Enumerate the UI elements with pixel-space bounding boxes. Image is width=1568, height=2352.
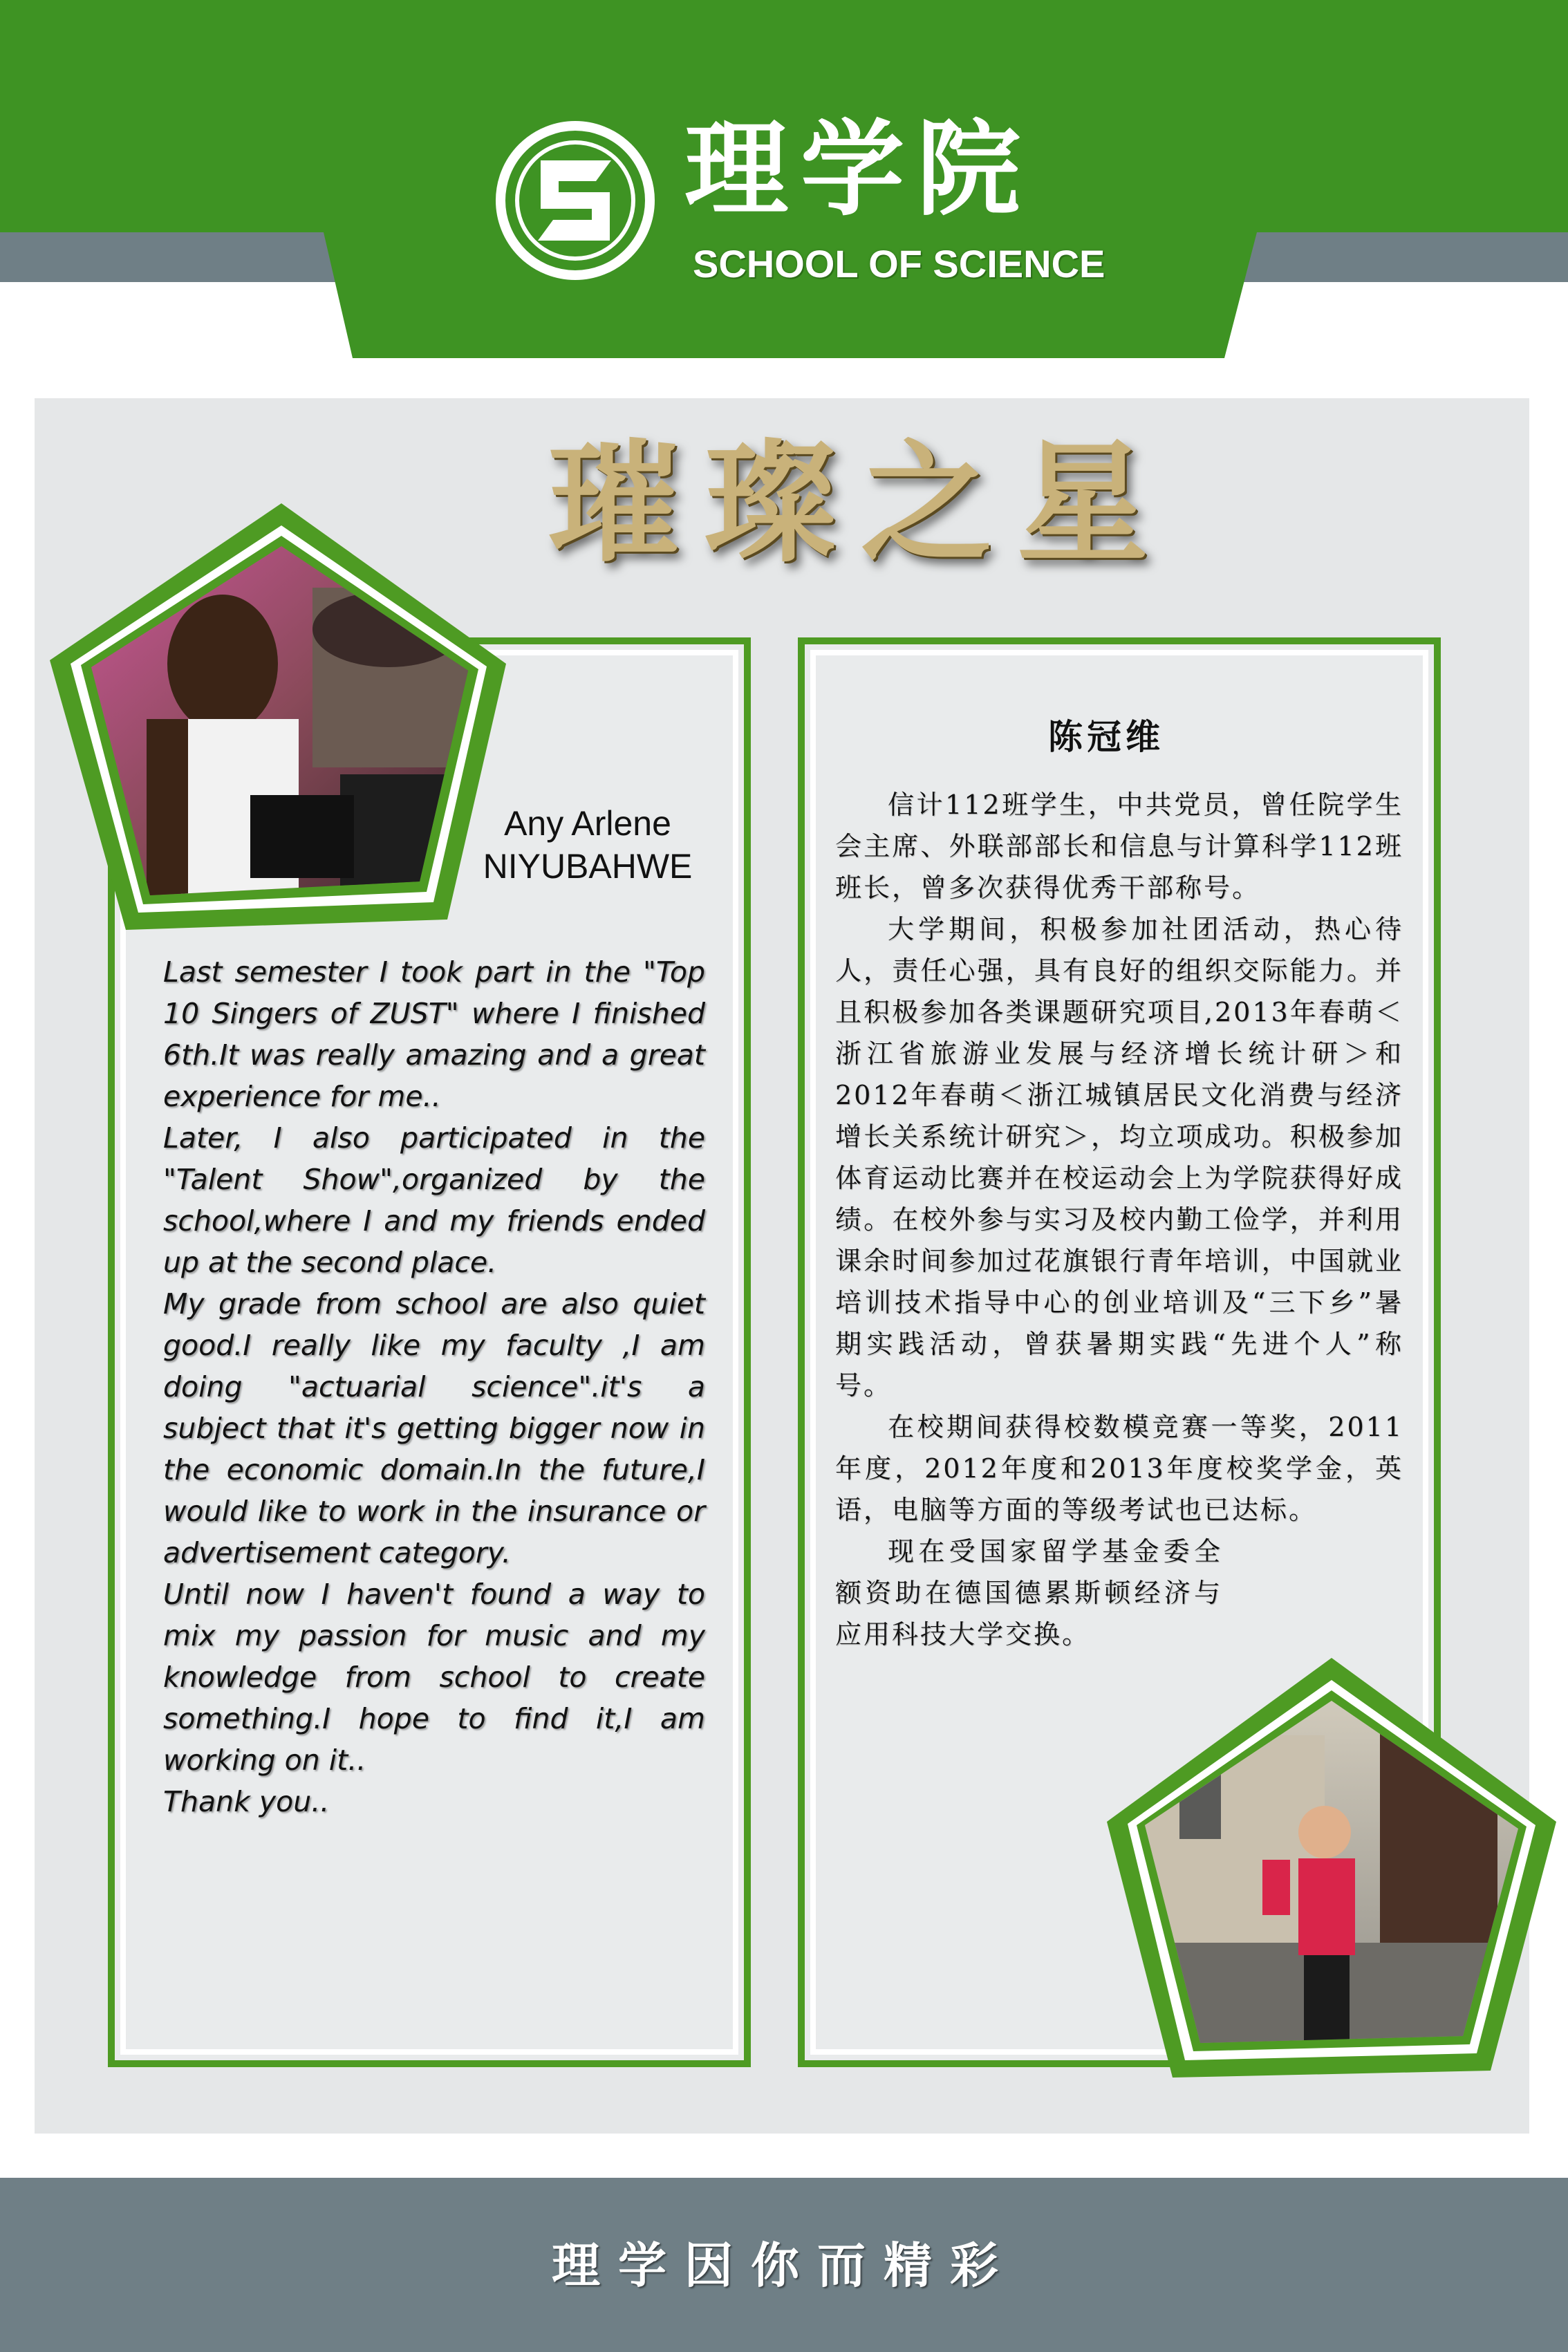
left-profile-text — [163, 951, 705, 1968]
left-paragraph: Last semester I took part in the "Top 10 Singers of ZUST" where I finished 6th.It was really amazing and a great experience for me.. — [163, 955, 705, 1113]
right-paragraph: 在校期间获得校数模竞赛一等奖，2011年度，2012年度和2013年度校奖学金，英语，电脑等方面的等级考试也已达标。 — [835, 1412, 1403, 1525]
right-paragraph: 信计112班学生，中共党员，曾任院学生会主席、外联部部长和信息与计算科学112班班长，曾多次获得优秀干部称号。 — [835, 790, 1403, 903]
school-name-chinese: 理学院 — [684, 109, 1034, 230]
student-name-chinese: 陈冠维 — [1048, 716, 1164, 757]
left-paragraph: Until now I haven't found a way to mix my passion for music and my knowledge from school to create something.I hope to find it,I am working on it.. — [163, 1578, 705, 1777]
student-last-name: NIYUBAHWE — [483, 847, 693, 886]
school-s-emblem-icon — [492, 118, 658, 283]
right-paragraph: 现在受国家留学基金委全额资助在德国德累斯顿经济与应用科技大学交换。 — [835, 1536, 1222, 1650]
student-first-name: Any Arlene — [504, 804, 671, 843]
page-title: 璀璨之星 — [548, 426, 1173, 580]
left-paragraph: Later, I also participated in the "Talent Show",organized by the school,where I and my friends ended up at the second place. — [163, 1121, 705, 1279]
left-paragraph: Thank you.. — [163, 1785, 330, 1818]
student-name-english — [442, 802, 733, 892]
right-photo-frame — [1103, 1652, 1560, 2081]
school-name-english: SCHOOL OF SCIENCE — [693, 242, 1105, 286]
left-paragraph: My grade from school are also quiet good.I really like my faculty ,I am doing "actuarial science".it's a subject that it's getting bigger now in the economic domain.In the future,I would like to work in the insurance or advertisement category. — [163, 1287, 705, 1569]
right-paragraph: 大学期间，积极参加社团活动，热心待人，责任心强，具有良好的组织交际能力。并且积极参加各类课题研究项目,2013年春萌＜浙江省旅游业发展与经济增长统计研＞和2012年春萌＜浙江城镇居民文化消费与经济增长关系统计研究＞，均立项成功。积极参加体育运动比赛并在校运动会上为学院获得好成绩。在校外参与实习及校内勤工俭学，并利用课余时间参加过花旗银行青年培训，中国就业培训技术指导中心的创业培训及“三下乡”暑期实践活动，曾获暑期实践“先进个人”称号。 — [835, 914, 1403, 1401]
footer-slogan: 理学因你而精彩 — [552, 2237, 1016, 2294]
